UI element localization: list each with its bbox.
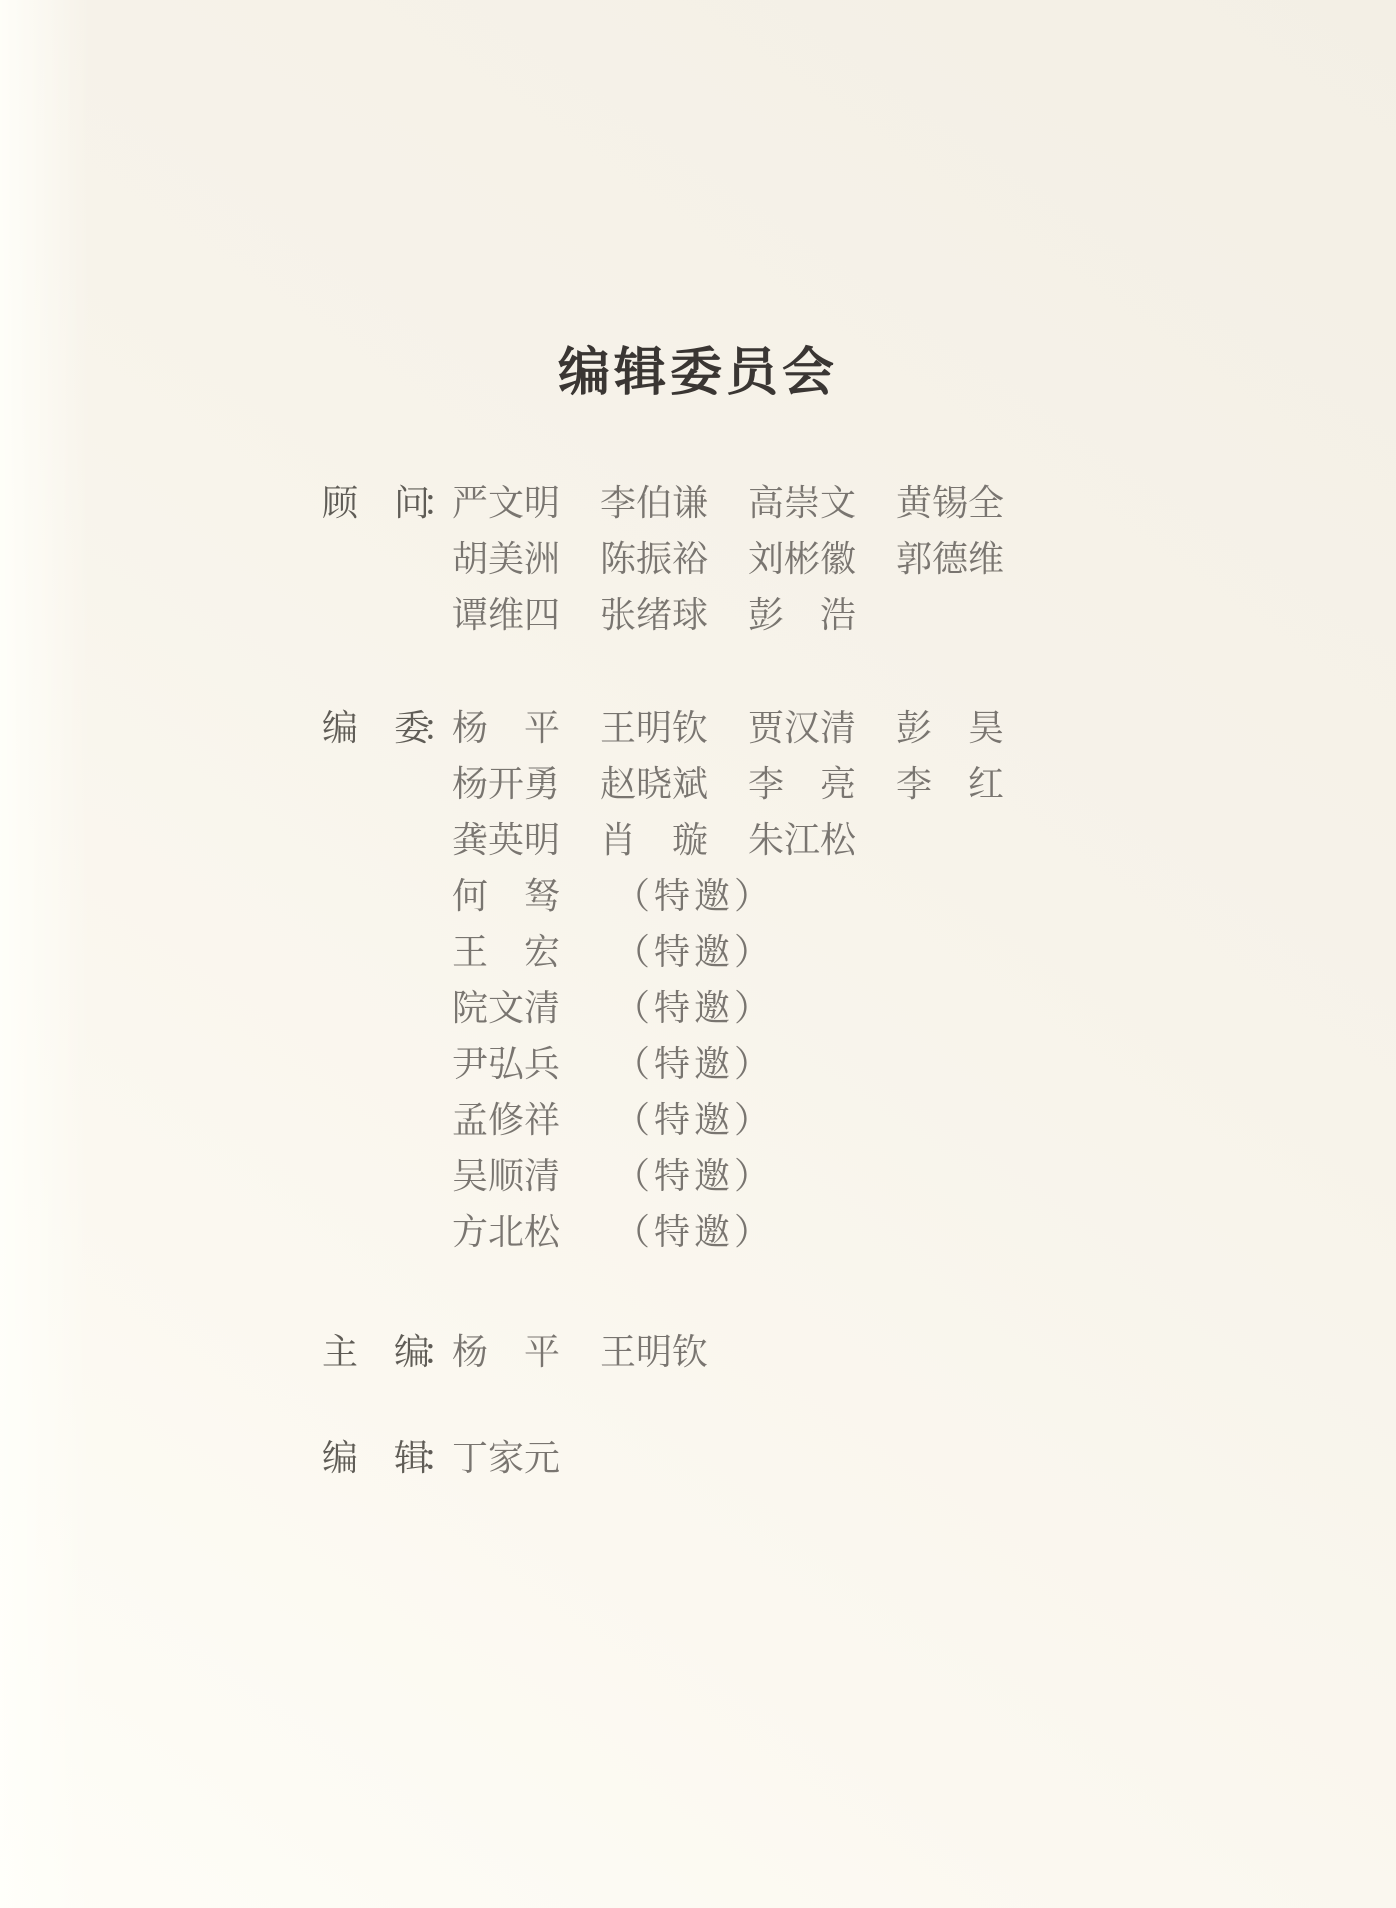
person-name: 院文清 bbox=[452, 988, 561, 1028]
name-row bbox=[452, 1430, 600, 1486]
person-name: 李 亮 bbox=[748, 764, 857, 804]
name-row bbox=[452, 587, 1044, 643]
editor-label bbox=[322, 1430, 458, 1486]
person-name: 杨 平 bbox=[452, 1332, 561, 1372]
name-row bbox=[452, 531, 1044, 587]
person-name: 彭 昊 bbox=[896, 708, 1005, 748]
advisors-label-text: 顾 问 bbox=[322, 482, 431, 523]
person-name: 肖 璇 bbox=[600, 820, 709, 860]
person-name: 贾汉清 bbox=[748, 708, 857, 748]
person-name: 杨开勇 bbox=[452, 764, 561, 804]
person-name: 赵晓斌 bbox=[600, 764, 709, 804]
person-name: 王明钦 bbox=[600, 1332, 709, 1372]
editorial-board-label-colon: ： bbox=[422, 707, 459, 748]
chief-editors-label-text: 主 编 bbox=[322, 1331, 431, 1372]
person-name: 杨 平 bbox=[452, 708, 561, 748]
person-name: 胡美洲 bbox=[452, 539, 561, 579]
name-row bbox=[452, 1324, 748, 1380]
editorial-board-label-text: 编 委 bbox=[322, 707, 431, 748]
person-name: 彭 浩 bbox=[748, 595, 857, 635]
person-name: 李伯谦 bbox=[600, 483, 709, 523]
person-name: 孟修祥 bbox=[452, 1100, 561, 1140]
chief-editors-names bbox=[452, 1324, 748, 1380]
invited-note: （特邀） bbox=[614, 1156, 775, 1196]
name-row bbox=[452, 700, 1044, 756]
invited-note: （特邀） bbox=[614, 1044, 775, 1084]
editor-label-colon: ： bbox=[422, 1437, 459, 1478]
editorial-board-label bbox=[322, 700, 458, 756]
person-name: 郭德维 bbox=[896, 539, 1005, 579]
person-name: 严文明 bbox=[452, 483, 561, 523]
invited-note: （特邀） bbox=[614, 876, 775, 916]
person-name: 陈振裕 bbox=[600, 539, 709, 579]
name-row bbox=[452, 924, 1044, 980]
person-name: 王 宏 bbox=[452, 932, 561, 972]
person-name: 丁家元 bbox=[452, 1438, 561, 1478]
page-title: 编辑委员会 bbox=[557, 345, 838, 402]
person-name: 谭维四 bbox=[452, 595, 561, 635]
person-name: 龚英明 bbox=[452, 820, 561, 860]
name-row bbox=[452, 980, 1044, 1036]
name-row bbox=[452, 756, 1044, 812]
name-row bbox=[452, 812, 1044, 868]
person-name: 张绪球 bbox=[600, 595, 709, 635]
person-name: 朱江松 bbox=[748, 820, 857, 860]
person-name: 李 红 bbox=[896, 764, 1005, 804]
person-name: 方北松 bbox=[452, 1212, 561, 1252]
name-row bbox=[452, 1092, 1044, 1148]
invited-note: （特邀） bbox=[614, 932, 775, 972]
name-row bbox=[452, 1204, 1044, 1260]
name-row bbox=[452, 475, 1044, 531]
person-name: 吴顺清 bbox=[452, 1156, 561, 1196]
editor-names bbox=[452, 1430, 600, 1486]
advisors-label-colon: ： bbox=[422, 482, 459, 523]
name-row bbox=[452, 1148, 1044, 1204]
person-name: 何 驽 bbox=[452, 876, 561, 916]
person-name: 高崇文 bbox=[748, 483, 857, 523]
editor-label-text: 编 辑 bbox=[322, 1437, 431, 1478]
advisors-names bbox=[452, 475, 1044, 643]
person-name: 黄锡全 bbox=[896, 483, 1005, 523]
person-name: 王明钦 bbox=[600, 708, 709, 748]
chief-editors-label-colon: ： bbox=[422, 1331, 459, 1372]
invited-note: （特邀） bbox=[614, 1212, 775, 1252]
name-row bbox=[452, 1036, 1044, 1092]
name-row bbox=[452, 868, 1044, 924]
invited-note: （特邀） bbox=[614, 988, 775, 1028]
advisors-label bbox=[322, 475, 458, 531]
person-name: 尹弘兵 bbox=[452, 1044, 561, 1084]
invited-note: （特邀） bbox=[614, 1100, 775, 1140]
editorial-board-names bbox=[452, 700, 1044, 1260]
chief-editors-label bbox=[322, 1324, 458, 1380]
person-name: 刘彬徽 bbox=[748, 539, 857, 579]
